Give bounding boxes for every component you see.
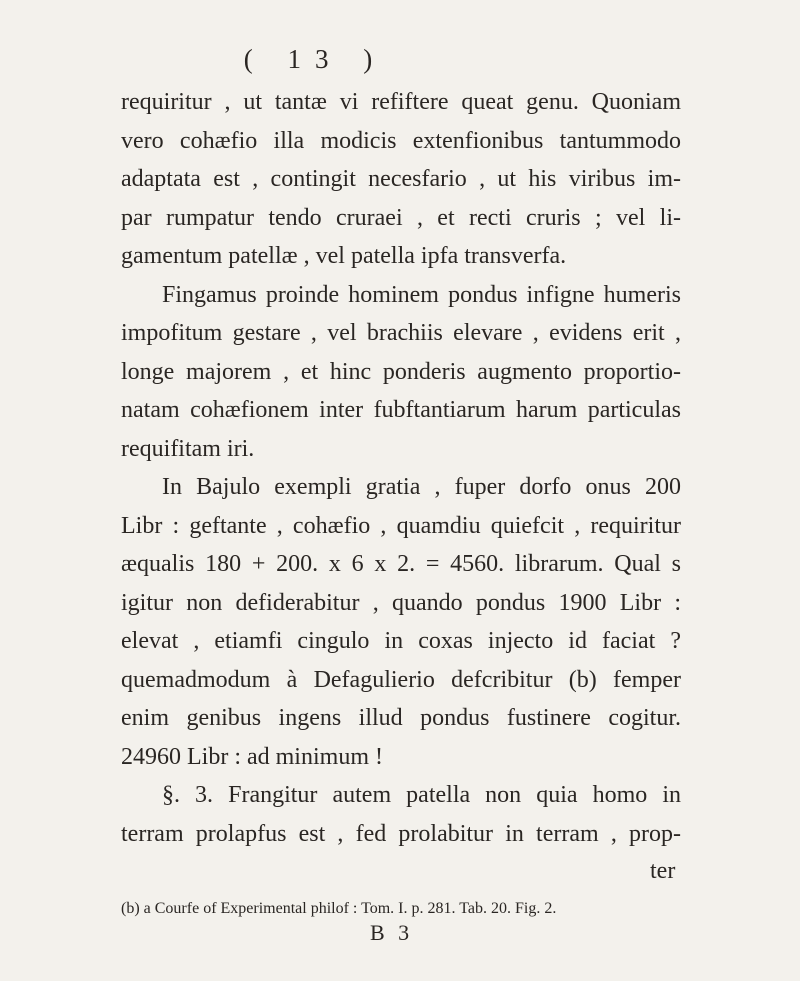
text-line: elevat , etiamfi cingulo in coxas injecto id faciat ? (121, 628, 681, 654)
text-line: requiritur , ut tantæ vi refiftere queat genu. Quoniam (121, 89, 681, 115)
text-line: Fingamus proinde hominem pondus infigne humeris (162, 282, 681, 308)
signature-mark: B 3 (370, 920, 414, 945)
page-number: ( 13 ) (243, 44, 387, 74)
text-line: In Bajulo exempli gratia , fuper dorfo onus 200 (162, 474, 681, 500)
text-line: æqualis 180 + 200. x 6 x 2. = 4560. librarum. Qual s (121, 551, 681, 577)
footnote: (b) a Courfe of Experimental philof : Tom. I. p. 281. Tab. 20. Fig. 2. (121, 900, 557, 917)
text-line: adaptata est , contingit necesfario , ut his viribus im- (121, 166, 681, 192)
text-line: longe majorem , et hinc ponderis augmento proportio- (121, 359, 681, 385)
text-line: §. 3. Frangitur autem patella non quia homo in (162, 782, 681, 808)
text-line: Libr : geftante , cohæfio , quamdiu quiefcit , requiritur (121, 513, 681, 539)
text-line: requifitam iri. (121, 436, 255, 462)
text-line: igitur non defiderabitur , quando pondus 1900 Libr : (121, 590, 681, 616)
text-line: 24960 Libr : ad minimum ! (121, 744, 383, 770)
text-line: quemadmodum à Defagulierio defcribitur (b) femper (121, 667, 681, 693)
text-line: natam cohæfionem inter fubftantiarum harum particulas (121, 397, 681, 423)
text-line: gamentum patellæ , vel patella ipfa transverfa. (121, 243, 567, 269)
catchword: ter (650, 858, 676, 884)
text-line: terram prolapfus est , fed prolabitur in terram , prop- (121, 821, 681, 847)
text-line: impofitum gestare , vel brachiis elevare , evidens erit , (121, 320, 681, 346)
text-line: par rumpatur tendo cruraei , et recti cruris ; vel li- (121, 205, 681, 231)
text-line: vero cohæfio illa modicis extenfionibus tantummodo (121, 128, 681, 154)
text-line: enim genibus ingens illud pondus fustinere cogitur. (121, 705, 681, 731)
